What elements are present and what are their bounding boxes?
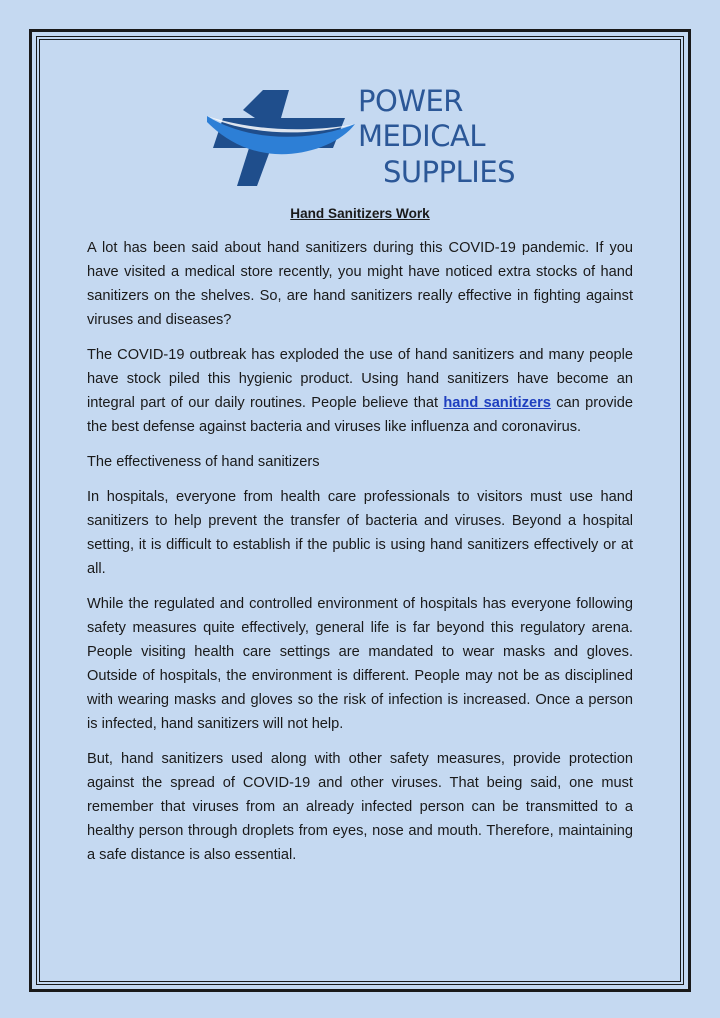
- paragraph-2: [87, 343, 633, 439]
- paragraph-1: A lot has been said about hand sanitizers during this COVID-19 pandemic. If you have visited a medical store recently, you might have noticed extra stocks of hand sanitizers on the shelves. So, are hand sanitizers really effective in fighting against viruses and diseases?: [87, 240, 633, 328]
- paragraph-2-text-end: can provide the best defense against bacteria and viruses like influenza and coronavirus.: [87, 395, 633, 435]
- hand-sanitizers-link[interactable]: hand sanitizers: [443, 395, 551, 411]
- brand-name-line2: MEDICAL: [358, 119, 485, 153]
- section-subheading: The effectiveness of hand sanitizers: [87, 454, 320, 470]
- paragraph-5: But, hand sanitizers used along with other safety measures, provide protection against the spread of COVID-19 and other viruses. That being said, one must remember that viruses from an already infected person can be transmitted to a healthy person through droplets from eyes, nose and mouth. Therefore, maintaining a safe distance is also essential.: [87, 751, 633, 863]
- document-title: Hand Sanitizers Work: [290, 206, 430, 221]
- brand-name-line1: POWER: [358, 84, 463, 118]
- brand-name-line3: SUPPLIES: [383, 155, 516, 189]
- document-body: [87, 202, 633, 878]
- paragraph-4: While the regulated and controlled environment of hospitals has everyone following safety measures quite effectively, general life is far beyond this regulatory arena. People visiting health care settings are mandated to wear masks and gloves. Outside of hospitals, the environment is different. People may not be as disciplined with wearing masks and gloves so the risk of infection is increased. Once a person is infected, hand sanitizers will not help.: [87, 596, 633, 732]
- paragraph-3: In hospitals, everyone from health care professionals to visitors must use hand sanitizers to help prevent the transfer of bacteria and viruses. Beyond a hospital setting, it is difficult to establish if the public is using hand sanitizers effectively or at all.: [87, 489, 633, 577]
- paragraph-2-text-start: The COVID-19 outbreak has exploded the use of hand sanitizers and many people have stock piled this hygienic product. Using hand sanitizers have become an integral part of our daily routines. People believe that: [87, 347, 633, 411]
